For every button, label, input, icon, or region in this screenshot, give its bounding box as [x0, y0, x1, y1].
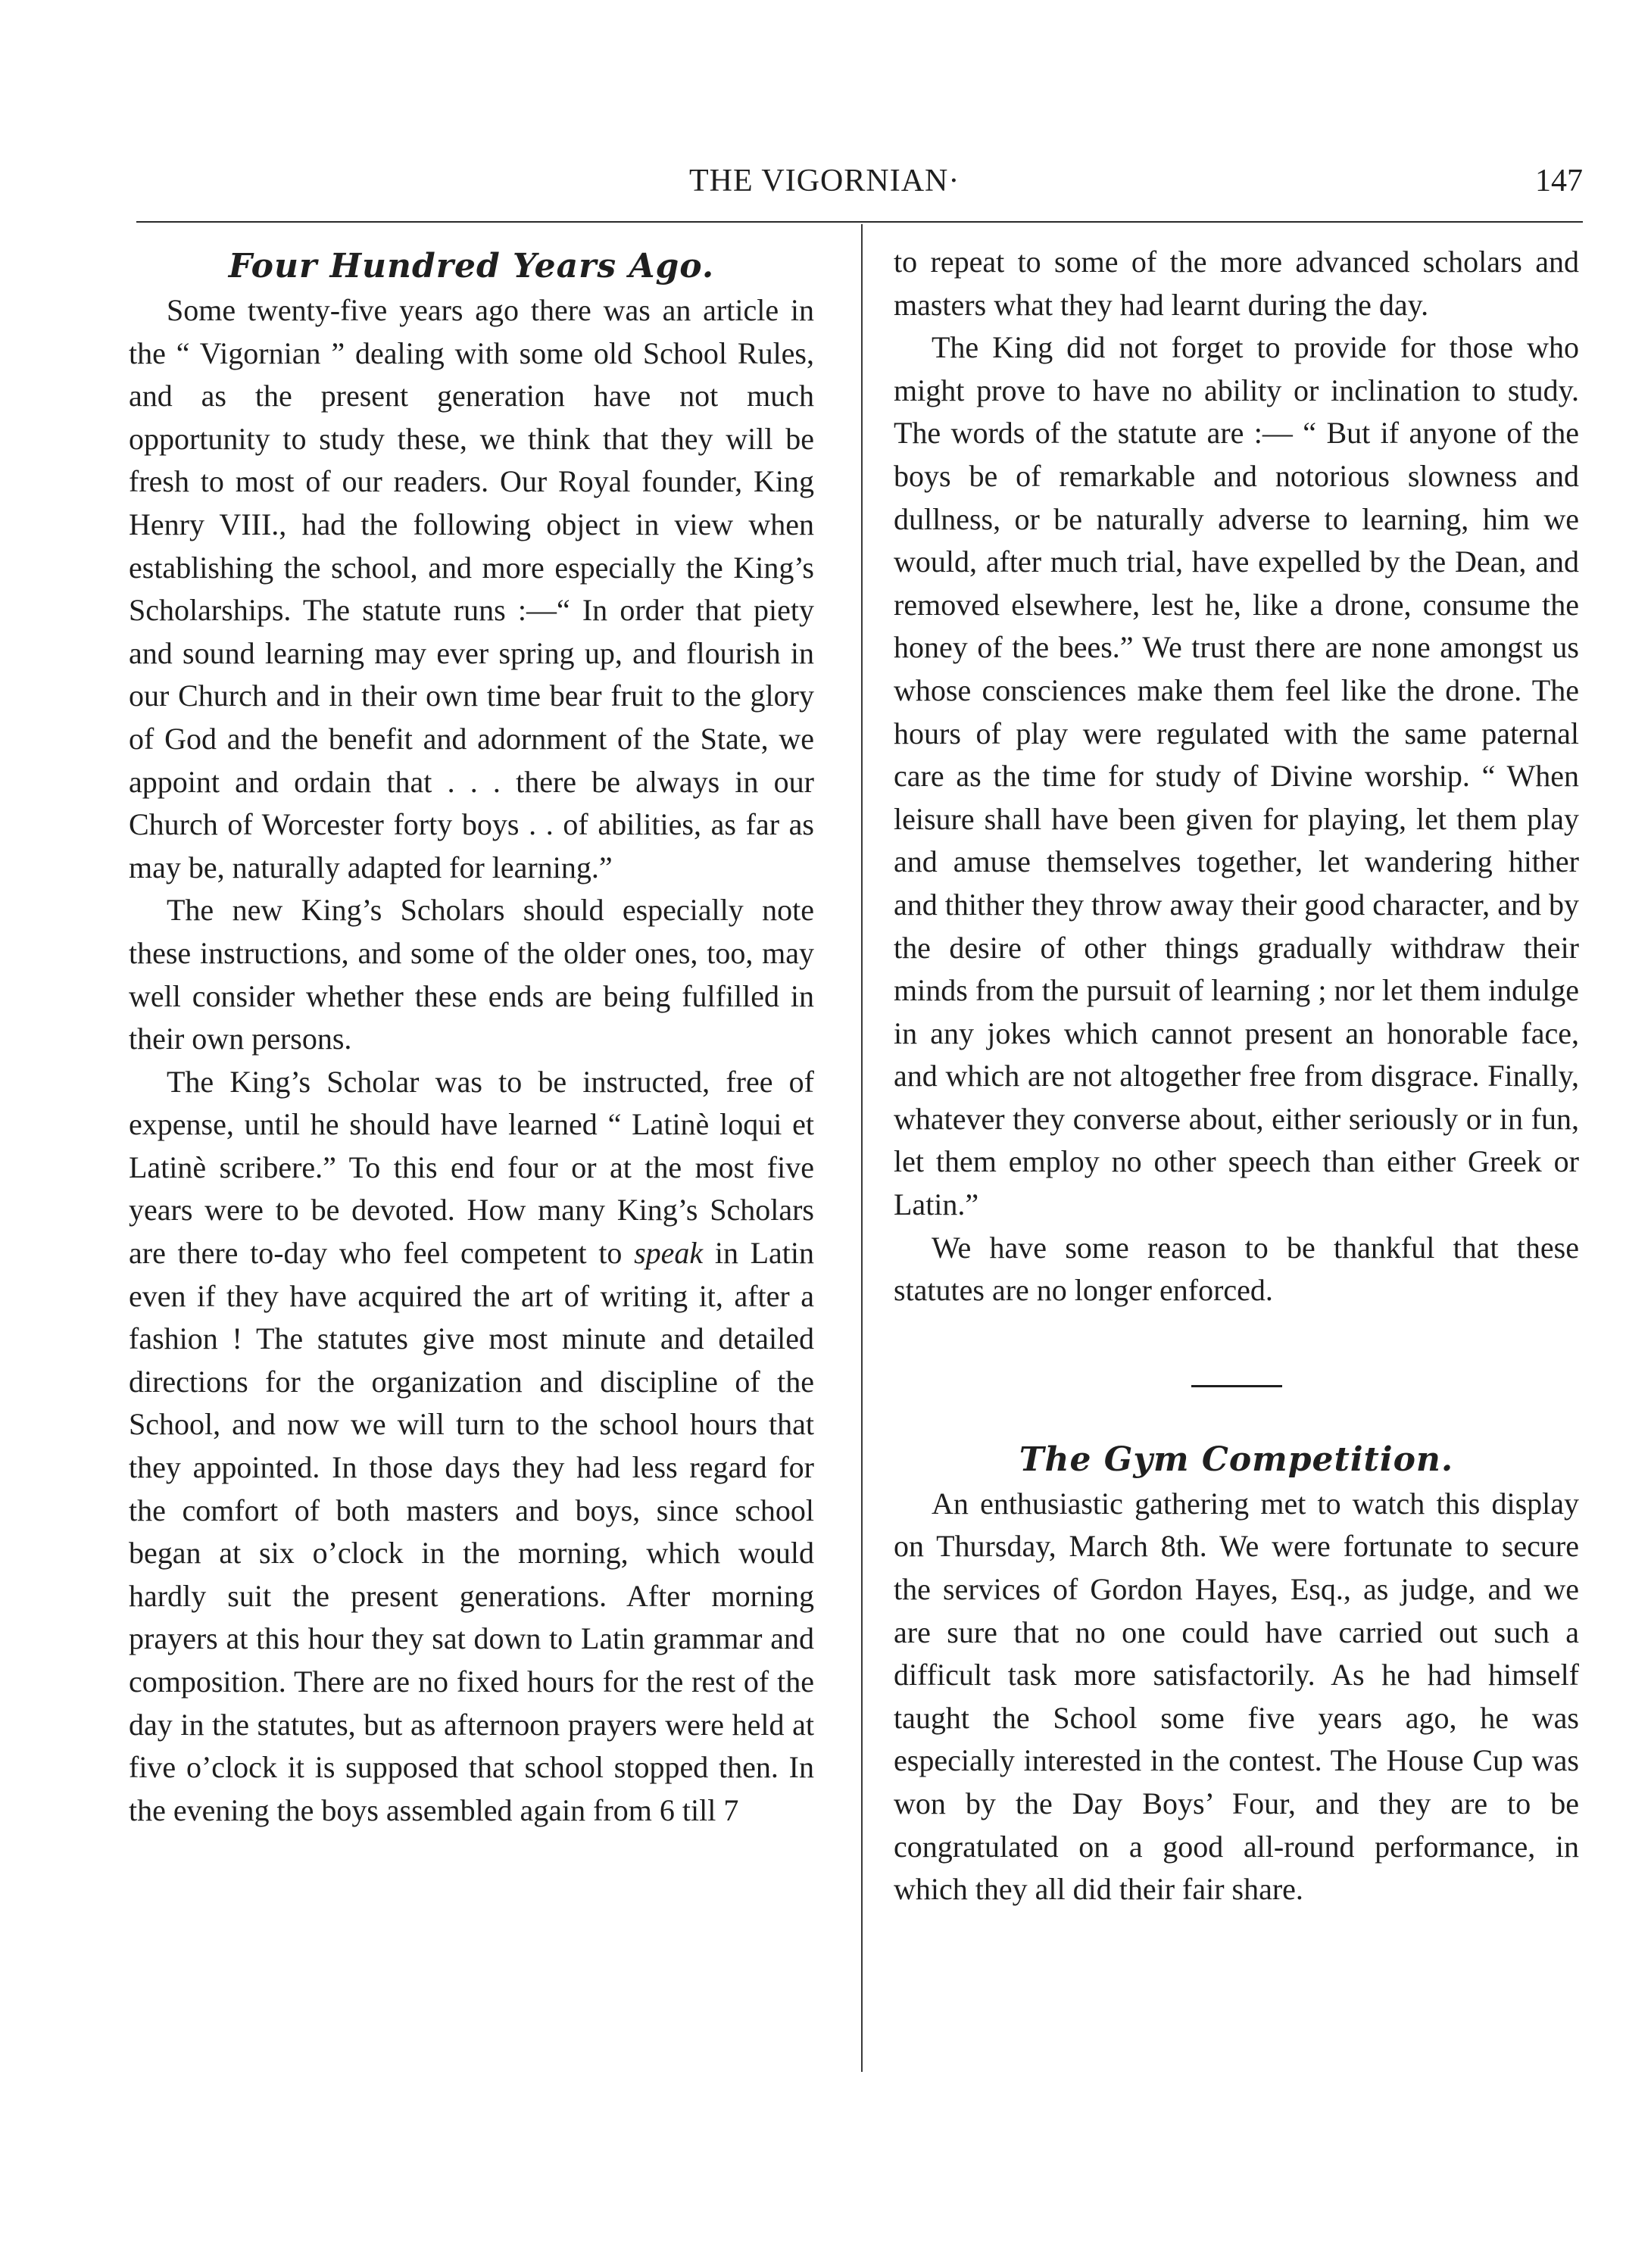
paragraph — [129, 1061, 814, 1833]
header-rule — [136, 221, 1583, 223]
article-heading-gym-competition: The Gym Competition. — [1019, 1440, 1454, 1479]
page-number: 147 — [1535, 164, 1583, 198]
journal-title: THE VIGORNIAN· — [689, 164, 960, 198]
section-divider — [1191, 1385, 1282, 1387]
emphasized-word: speak — [634, 1236, 704, 1271]
paragraph-text: The King’s Scholar was to be instructed, free of expense, until he should have learned “ Latinè loqui et Latinè scribere.” To this end four or at the most five years were to be devoted. How many King’s Scholars are there to-day who feel competent to — [129, 1064, 814, 1271]
paragraph: Some twenty-five years ago there was an article in the “ Vigornian ” dealing with some old School Rules, and as the present generation have not much opportunity to study these, we think that they will be fresh to most of our readers. Our Royal founder, King Henry VIII., had the following object in view when establishing the school, and more especially the King’s Scholarships. The statute runs :—“ In order that piety and sound learning may ever spring up, and flourish in our Church and in their own time bear fruit to the glory of God and the benefit and adornment of the State, we appoint and ordain that . . . there be always in our Church of Worcester forty boys . . of abilities, as far as may be, naturally adapted for learning.” — [129, 293, 814, 884]
running-header — [136, 163, 1583, 208]
left-column — [129, 244, 814, 1832]
column-divider — [861, 224, 863, 2072]
paragraph-text: in Latin even if they have acquired the art of writing it, after a fashion ! The statutes give most minute and detailed directions for the organization and discipline of the School, and now we will turn to the school hours that they appointed. In those days they had less regard for the comfort of both masters and boys, since school began at six o’clock in the morning, which would hardly suit the present generations. After morning prayers at this hour they sat down to Latin grammar and composition. There are no fixed hours for the rest of the day in the statutes, but as afternoon prayers were held at five o’clock it is supposed that school stopped then. In the evening the boys assembled again from 6 till 7 — [129, 1236, 815, 1827]
paragraph: The new King’s Scholars should especially note these instructions, and some of the older ones, too, may well consider whether these ends are being fulfilled in their own persons. — [129, 893, 814, 1056]
right-column — [894, 241, 1579, 1911]
paragraph: We have some reason to be thankful that these statutes are no longer enforced. — [894, 1230, 1579, 1308]
paragraph: to repeat to some of the more advanced scholars and masters what they had learnt during the day. — [894, 245, 1579, 322]
paragraph: An enthusiastic gathering met to watch this display on Thursday, March 8th. We were fortunate to secure the services of Gordon Hayes, Esq., as judge, and we are sure that no one could have carried out such a difficult task more satisfactorily. As he had himself taught the School some five years ago, he was especially interested in the contest. The House Cup was won by the Day Boys’ Four, and they are to be congratulated on a good all-round performance, in which they all did their fair share. — [894, 1486, 1579, 1907]
paragraph: The King did not forget to provide for those who might prove to have no ability or inclination to study. The words of the statute are :— “ But if anyone of the boys be of remarkable and notorious slowness and dullness, or be naturally adverse to learning, him we would, after much trial, have expelled by the Dean, and removed elsewhere, lest he, like a drone, consume the honey of the bees.” We trust there are none amongst us whose consciences make them feel like the drone. The hours of play were regulated with the same paternal care as the time for study of Divine worship. “ When leisure shall have been given for playing, let them play and amuse themselves together, let wandering hither and thither they throw away their good character, and by the desire of other things gradually withdraw their minds from the pursuit of learning ; nor let them indulge in any jokes which cannot present an honorable face, and which are not altogether free from disgrace. Finally, whatever they converse about, either seriously or in fun, let them employ no other speech than either Greek or Latin.” — [894, 330, 1579, 1222]
article-heading-four-hundred-years-ago: Four Hundred Years Ago. — [228, 247, 715, 285]
